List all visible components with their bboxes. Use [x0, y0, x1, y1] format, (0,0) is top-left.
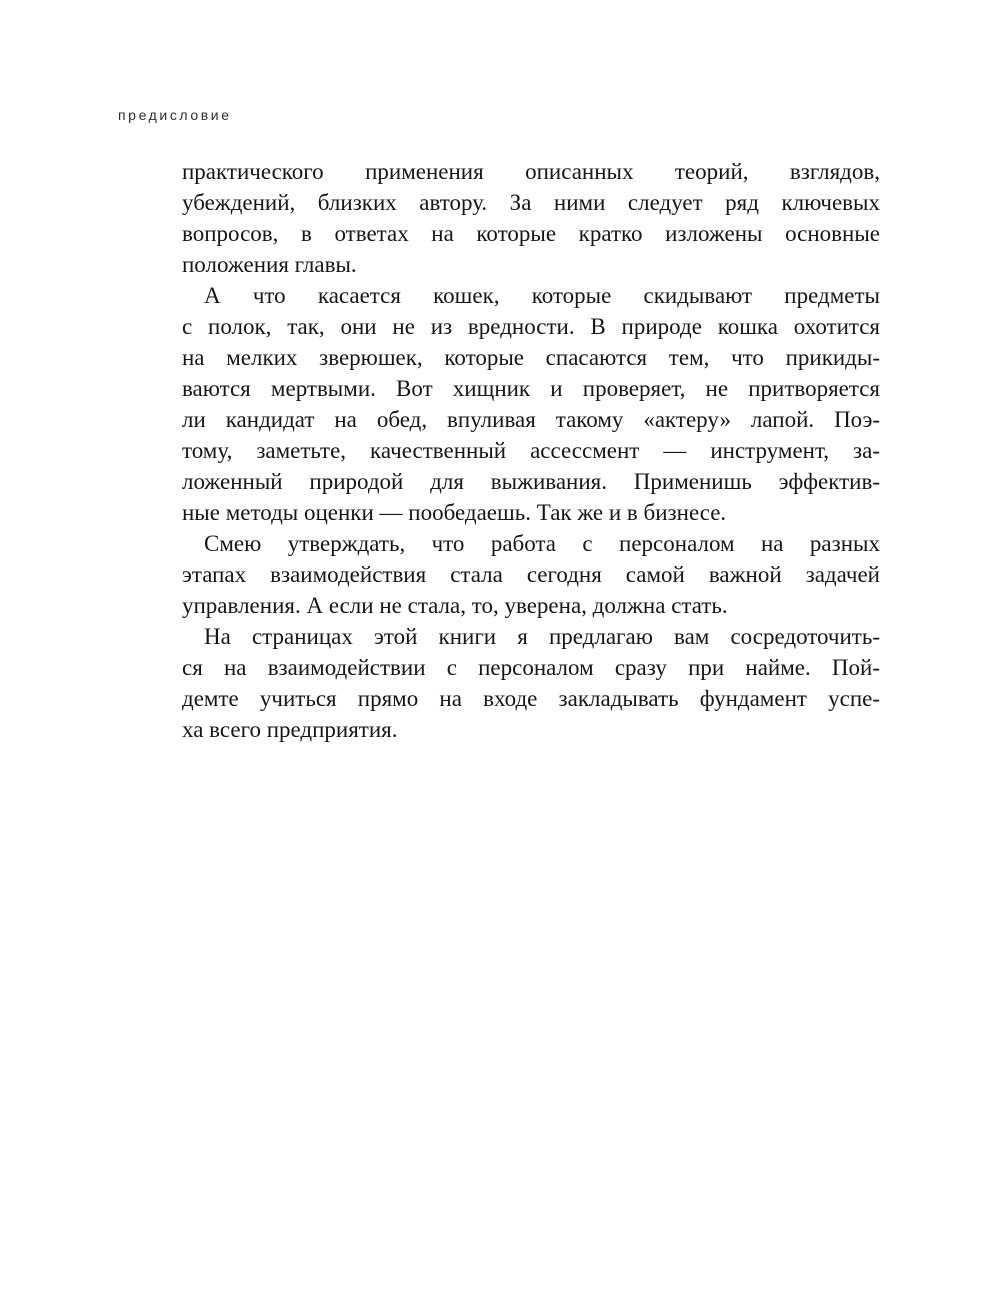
text-line: убеждений, близких автору. За ними следует ряд ключевых	[182, 190, 880, 215]
body-text	[182, 156, 880, 745]
text-line: ха всего предприятия.	[182, 717, 398, 742]
text-line: ся на взаимодействии с персоналом сразу при найме. Пой-	[182, 655, 880, 680]
text-line: с полок, так, они не из вредности. В природе кошка охотится	[182, 314, 880, 339]
text-line: положения главы.	[182, 252, 357, 277]
text-line: на мелких зверюшек, которые спасаются тем, что прикиды-	[182, 345, 880, 370]
text-line: Смею утверждать, что работа с персоналом на разных	[204, 531, 880, 556]
text-line: демте учиться прямо на входе закладывать фундамент успе-	[182, 686, 880, 711]
running-header: предисловие	[118, 107, 232, 123]
text-line: этапах взаимодействия стала сегодня самой важной задачей	[182, 562, 880, 587]
text-line: тому, заметьте, качественный ассессмент — инструмент, за-	[182, 438, 880, 463]
text-line: ли кандидат на обед, впуливая такому «актеру» лапой. Поэ-	[182, 407, 880, 432]
text-line: На страницах этой книги я предлагаю вам сосредоточить-	[204, 624, 880, 649]
text-line: А что касается кошек, которые скидывают предметы	[204, 283, 880, 308]
text-line: ваются мертвыми. Вот хищник и проверяет, не притворяется	[182, 376, 880, 401]
text-line: ные методы оценки — пообедаешь. Так же и в бизнесе.	[182, 500, 727, 525]
text-line: вопросов, в ответах на которые кратко изложены основные	[182, 221, 880, 246]
text-line: практического применения описанных теорий, взглядов,	[182, 159, 880, 184]
text-line: ложенный природой для выживания. Применишь эффектив-	[182, 469, 880, 494]
text-line: управления. А если не стала, то, уверена, должна стать.	[182, 593, 728, 618]
